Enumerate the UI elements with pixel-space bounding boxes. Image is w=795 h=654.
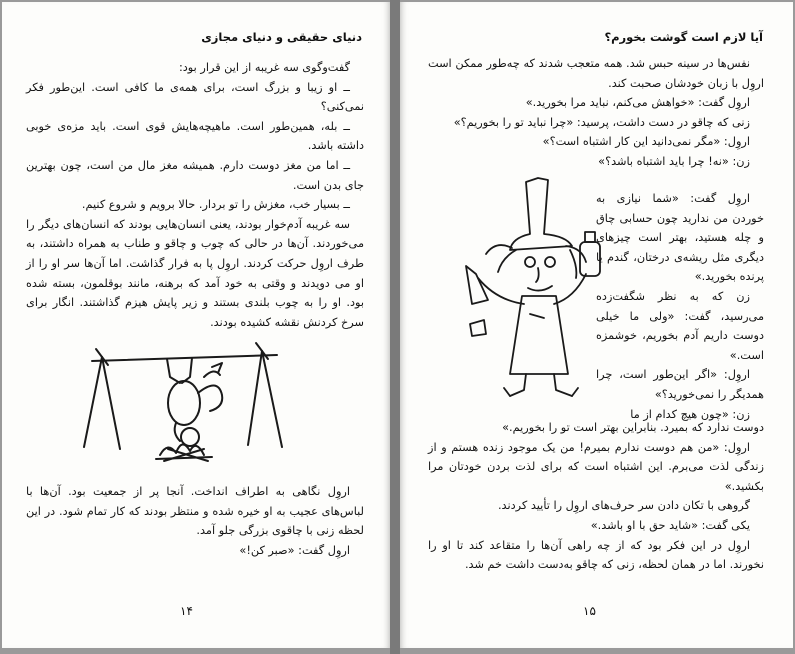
right-text-beside-illustration: [596, 189, 764, 424]
right-paragraph: دوست ندارد که بمیرد. بنابراین بهتر است تو را بخوریم.»: [502, 421, 764, 434]
roasting-spit-illustration: [72, 337, 302, 467]
right-paragraph: زن که به نظر شگفت‌زده می‌رسید، گفت: «ولی ما خیلی دوست داریم آدم بخوریم، خوشمزه است.»: [596, 289, 764, 362]
left-paragraph: گفت‌وگوی سه غریبه از این قرار بود:: [178, 61, 350, 74]
right-text-bottom: [428, 418, 764, 575]
left-text-bottom: [26, 482, 364, 560]
right-paragraph: زن: «چون هیچ کدام از ما: [630, 407, 750, 421]
left-paragraph: سه غریبه آدم‌خوار بودند، یعنی انسان‌هایی بودند که انسان‌های دیگر را می‌خوردند. آن‌ها در حالی که چوب و چاقو و طناب به همراه داشتند، به طرف اروِل حرکت کردند. اروِل پا به فرار گذاشت. اما آن‌ها سر او را از او می دویدند و وقتی به خود آمد که برهنه، مانند بوقلمون، بسته شده بود. او را به چوب بلندی بستند و زیر پایش هیزم گذاشتند. انگار برای سرخ کردنش نقشه کشیده بودند.: [26, 217, 364, 329]
right-running-head: آیا لازم است گوشت بخورم؟: [604, 30, 763, 44]
right-paragraph: زن: «نه! چرا باید اشتباه باشد؟»: [598, 154, 750, 168]
right-paragraph: اروِل در این فکر بود که از چه راهی آن‌ها را متقاعد کند تا او را نخورند. اما در همان لحظه، زنی که چاقو به‌دست داشت خم شد.: [428, 538, 764, 572]
left-paragraph: اروِل نگاهی به اطراف انداخت. آنجا پر از جمعیت بود. آن‌ها با لباس‌های عجیب به او خیره شده و منتظر بودند که کار تمام شود. در این لحظه زنی با چاقوی بزرگی جلو آمد.: [26, 485, 364, 538]
left-paragraph: اروِل گفت: «صبر کن!»: [239, 543, 350, 557]
right-paragraph: نفس‌ها در سینه حبس شد. همه متعجب شدند که چه‌طور ممکن است اروِل با زبان خودشان صحبت کند.: [428, 57, 764, 90]
right-page: [400, 2, 793, 648]
right-paragraph: یکی گفت: «شاید حق با او باشد.»: [590, 518, 750, 532]
right-text-top: [428, 54, 764, 172]
right-paragraph: اروِل: «اگر این‌طور است، چرا همدیگر را نمی‌خورید؟»: [596, 368, 764, 401]
left-page-number: ۱۴: [180, 604, 193, 618]
right-paragraph: گروهی با تکان دادن سر حرف‌های اروِل را تأیید کردند.: [497, 499, 750, 513]
left-running-head: دنیای حقیقی و دنیای مجازی: [201, 30, 362, 44]
chef-hat-woman-illustration: [426, 174, 616, 404]
right-paragraph: اروِل: «مگر نمی‌دانید این کار اشتباه است؟»: [542, 135, 750, 149]
left-paragraph: ــ بسیار خب، مغزش را تو بردار. حالا برویم و شروع کنیم.: [81, 198, 350, 212]
book-gutter: [390, 0, 400, 654]
right-paragraph: اروِل: «من هم دوست ندارم بمیرم! من یک موجود زنده هستم و از زندگی لذت می‌برم. این اشتباه است که برای لذت بردن خودتان مرا بکشید.»: [428, 440, 764, 493]
right-page-number: ۱۵: [583, 604, 596, 618]
right-paragraph: اروِل گفت: «شما نیازی به خوردن من ندارید چون حسابی چاق و چله هستید، بهتر است چیزهای دیگری مثل ریشه‌ی درختان، گندم یا پرنده بخورید.»: [596, 192, 764, 284]
left-paragraph: ــ بله، همین‌طور است. ماهیچه‌هایش قوی است. باید مزه‌ی خوبی داشته باشد.: [26, 119, 364, 153]
right-paragraph: اروِل گفت: «خواهش می‌کنم، نباید مرا بخورید.»: [525, 96, 750, 110]
left-page: [2, 2, 390, 648]
left-text-top: [26, 58, 364, 332]
right-paragraph: زنی که چاقو در دست داشت، پرسید: «چرا نباید تو را بخوریم؟»: [453, 115, 750, 129]
left-paragraph: ــ اما من مغز دوست دارم. همیشه مغز مال من است، چون بهترین جای بدن است.: [26, 158, 364, 192]
left-paragraph: ــ او زیبا و بزرگ است، برای همه‌ی ما کافی است. این‌طور فکر نمی‌کنی؟: [26, 80, 364, 114]
